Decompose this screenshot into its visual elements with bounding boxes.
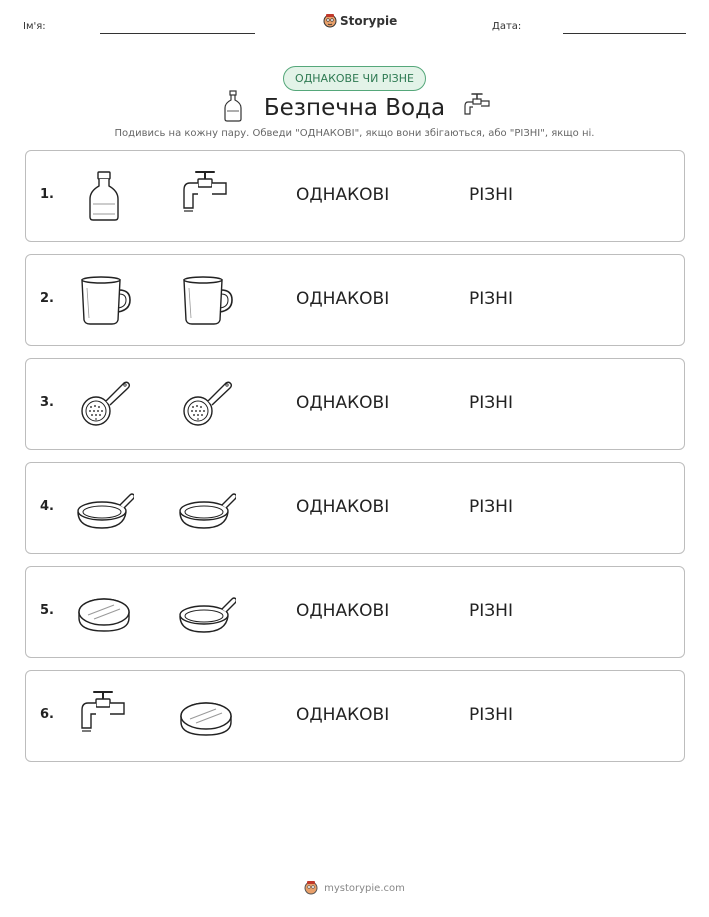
- faucet-icon: [74, 686, 134, 744]
- page-title: Безпечна Вода: [263, 95, 446, 121]
- same-option[interactable]: ОДНАКОВІ: [296, 705, 390, 725]
- different-option[interactable]: РІЗНІ: [469, 393, 513, 413]
- exercise-row-5: [25, 566, 685, 658]
- brand-name: Storypie: [340, 14, 398, 28]
- footer: [0, 880, 709, 896]
- name-field-line[interactable]: [100, 33, 255, 34]
- row-number: 1.: [40, 187, 54, 202]
- exercise-row-2: [25, 254, 685, 346]
- different-option[interactable]: РІЗНІ: [469, 601, 513, 621]
- lid-icon: [176, 686, 236, 744]
- different-option[interactable]: РІЗНІ: [469, 705, 513, 725]
- exercise-row-6: [25, 670, 685, 762]
- storypie-mascot-icon: [323, 13, 337, 29]
- name-label: Ім'я:: [23, 21, 46, 32]
- same-option[interactable]: ОДНАКОВІ: [296, 185, 390, 205]
- faucet-icon: [176, 166, 236, 224]
- instructions: Подивись на кожну пару. Обведи "ОДНАКОВІ", якщо вони збігаються, або "РІЗНІ", якщо ні.: [114, 128, 595, 139]
- lid-icon: [74, 582, 134, 640]
- row-number: 4.: [40, 499, 54, 514]
- different-option[interactable]: РІЗНІ: [469, 289, 513, 309]
- storypie-mascot-icon: [304, 880, 318, 896]
- exercise-row-3: [25, 358, 685, 450]
- row-number: 6.: [40, 707, 54, 722]
- same-option[interactable]: ОДНАКОВІ: [296, 393, 390, 413]
- pan-icon: [74, 478, 134, 536]
- footer-url[interactable]: mystorypie.com: [324, 882, 405, 894]
- pan-icon: [176, 478, 236, 536]
- date-field-line[interactable]: [563, 33, 686, 34]
- strainer-icon: [74, 374, 134, 432]
- same-option[interactable]: ОДНАКОВІ: [296, 497, 390, 517]
- same-option[interactable]: ОДНАКОВІ: [296, 289, 390, 309]
- cup-icon: [74, 270, 134, 328]
- strainer-icon: [176, 374, 236, 432]
- faucet-icon: [462, 90, 492, 120]
- bottle-icon: [74, 166, 134, 224]
- row-number: 5.: [40, 603, 54, 618]
- pan-icon: [176, 582, 236, 640]
- worksheet-type-badge: ОДНАКОВЕ ЧИ РІЗНЕ: [283, 66, 426, 91]
- cup-icon: [176, 270, 236, 328]
- different-option[interactable]: РІЗНІ: [469, 185, 513, 205]
- date-label: Дата:: [492, 21, 522, 32]
- same-option[interactable]: ОДНАКОВІ: [296, 601, 390, 621]
- row-number: 3.: [40, 395, 54, 410]
- exercise-row-1: [25, 150, 685, 242]
- brand-logo: [323, 13, 397, 29]
- different-option[interactable]: РІЗНІ: [469, 497, 513, 517]
- row-number: 2.: [40, 291, 54, 306]
- exercise-row-4: [25, 462, 685, 554]
